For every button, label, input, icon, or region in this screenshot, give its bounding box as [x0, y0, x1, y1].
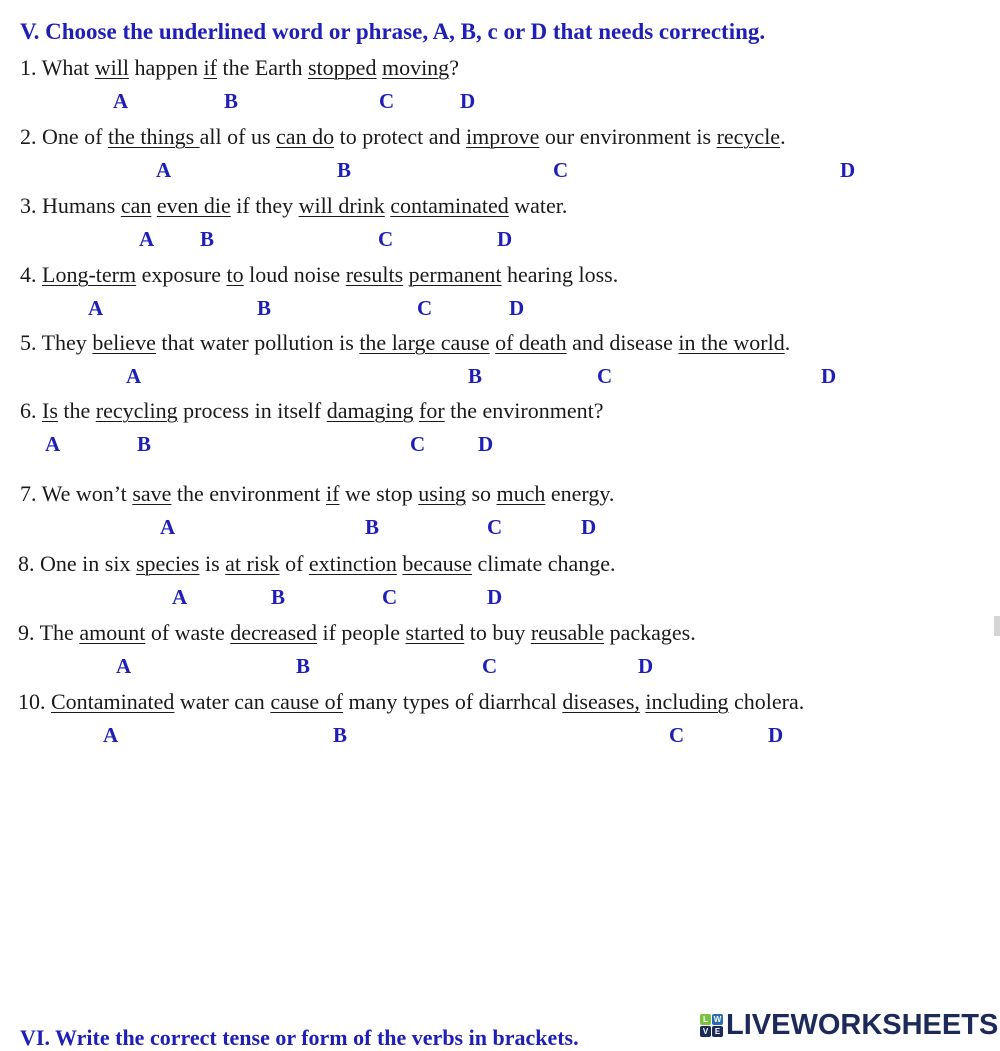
underlined-option[interactable]: results	[345, 262, 404, 287]
sentence-text: the environment	[171, 481, 326, 506]
underlined-option[interactable]: improve	[466, 124, 540, 149]
option-letter-d[interactable]: D	[497, 227, 513, 251]
sentence-text: water can	[174, 689, 271, 714]
underlined-option[interactable]: if	[325, 481, 340, 506]
sentence-text: process in itself	[177, 398, 327, 423]
option-letter-d[interactable]: D	[509, 296, 525, 320]
side-scroll-tab[interactable]	[994, 616, 1000, 636]
question-sentence	[20, 124, 786, 150]
option-letter-b[interactable]: B	[257, 296, 272, 320]
underlined-option[interactable]: recycle	[716, 124, 781, 149]
liveworksheets-logo[interactable]	[700, 1008, 998, 1042]
option-letter-b[interactable]: B	[468, 364, 483, 388]
question-sentence	[20, 55, 459, 81]
sentence-text: 1. What	[20, 55, 95, 80]
underlined-option[interactable]: the things	[107, 124, 200, 149]
option-letter-b[interactable]: B	[296, 654, 311, 678]
sentence-text: ?	[449, 55, 459, 80]
sentence-text: of	[279, 551, 309, 576]
question-sentence	[18, 551, 616, 577]
underlined-option[interactable]: will drink	[298, 193, 385, 218]
option-letter-b[interactable]: B	[224, 89, 239, 113]
sentence-text: 7. We won’t	[20, 481, 133, 506]
underlined-option[interactable]: contaminated	[390, 193, 509, 218]
sentence-text: energy.	[545, 481, 615, 506]
option-letter-c[interactable]: C	[482, 654, 498, 678]
option-letter-b[interactable]: B	[365, 515, 380, 539]
option-letter-c[interactable]: C	[597, 364, 613, 388]
option-letter-c[interactable]: C	[487, 515, 503, 539]
underlined-option[interactable]: can do	[276, 124, 335, 149]
sentence-text: 9. The	[18, 620, 80, 645]
sentence-text: 4.	[20, 262, 42, 287]
underlined-option[interactable]: decreased	[230, 620, 317, 645]
option-letter-d[interactable]: D	[487, 585, 503, 609]
option-letter-b[interactable]: B	[137, 432, 152, 456]
underlined-option[interactable]: if	[203, 55, 217, 80]
sentence-text: happen	[128, 55, 204, 80]
underlined-option[interactable]: will	[94, 55, 129, 80]
logo-text: LIVEWORKSHEETS	[726, 1008, 999, 1041]
sentence-text: our environment is	[539, 124, 717, 149]
option-letter-a[interactable]: A	[156, 158, 172, 182]
option-letter-c[interactable]: C	[669, 723, 685, 747]
option-letter-c[interactable]: C	[379, 89, 395, 113]
logo-icon-cell: L	[700, 1014, 711, 1025]
option-letter-b[interactable]: B	[200, 227, 215, 251]
logo-icon-cell: W	[713, 1014, 722, 1024]
underlined-option[interactable]: amount	[79, 620, 146, 645]
sentence-text: hearing loss.	[501, 262, 619, 287]
option-letter-d[interactable]: D	[581, 515, 597, 539]
sentence-text: to buy	[464, 620, 531, 645]
option-letter-b[interactable]: B	[271, 585, 286, 609]
option-letter-a[interactable]: A	[113, 89, 129, 113]
sentence-text: water.	[508, 193, 568, 218]
logo-icon-cell: V	[700, 1026, 711, 1037]
sentence-text: if people	[316, 620, 406, 645]
underlined-option[interactable]: much	[496, 481, 546, 506]
underlined-option[interactable]: Contaminated	[51, 689, 175, 714]
underlined-option[interactable]: even die	[156, 193, 231, 218]
underlined-option[interactable]: in the world	[678, 330, 785, 355]
option-letter-a[interactable]: A	[45, 432, 61, 456]
underlined-option[interactable]: including	[645, 689, 729, 714]
sentence-text: cholera.	[728, 689, 805, 714]
sentence-text: so	[465, 481, 497, 506]
option-letter-a[interactable]: A	[88, 296, 104, 320]
sentence-text: that water pollution is	[155, 330, 360, 355]
underlined-option[interactable]: the large cause	[359, 330, 490, 355]
sentence-text: 8. One in six	[18, 551, 136, 576]
underlined-option[interactable]: at risk	[225, 551, 280, 576]
underlined-option[interactable]: of death	[495, 330, 567, 355]
option-letter-d[interactable]: D	[840, 158, 856, 182]
option-letter-c[interactable]: C	[553, 158, 569, 182]
underlined-option[interactable]: stopped	[308, 55, 377, 80]
underlined-option[interactable]: recycling	[95, 398, 178, 423]
option-letter-d[interactable]: D	[821, 364, 837, 388]
question-sentence	[18, 620, 696, 646]
underlined-option[interactable]: for	[419, 398, 445, 423]
underlined-option[interactable]: Is	[42, 398, 58, 423]
underlined-option[interactable]: reusable	[530, 620, 605, 645]
option-letter-d[interactable]: D	[478, 432, 494, 456]
question-sentence	[18, 689, 804, 715]
sentence-text: of waste	[145, 620, 231, 645]
next-section-heading: VI. Write the correct tense or form of the verbs in brackets.	[20, 1025, 579, 1050]
sentence-text: 3. Humans	[20, 193, 121, 218]
option-letter-a[interactable]: A	[139, 227, 155, 251]
sentence-text: 5. They	[20, 330, 93, 355]
sentence-text: exposure	[136, 262, 227, 287]
sentence-text: to protect and	[334, 124, 467, 149]
page-heading: V. Choose the underlined word or phrase, A, B, c or D that needs correcting.	[20, 19, 766, 44]
option-letter-d[interactable]: D	[638, 654, 654, 678]
option-letter-b[interactable]: B	[337, 158, 352, 182]
question-sentence	[20, 481, 614, 507]
option-letter-b[interactable]: B	[333, 723, 348, 747]
sentence-text: we stop	[339, 481, 419, 506]
option-letter-a[interactable]: A	[103, 723, 119, 747]
underlined-option[interactable]: started	[405, 620, 465, 645]
underlined-option[interactable]: cause of	[270, 689, 343, 714]
sentence-text: all of us	[199, 124, 277, 149]
liveworksheets-logo-icon	[700, 1014, 723, 1037]
sentence-text: 2. One of	[20, 124, 108, 149]
logo-icon-cell: E	[712, 1026, 723, 1037]
sentence-text: and disease	[566, 330, 679, 355]
option-letter-c[interactable]: C	[410, 432, 426, 456]
underlined-option[interactable]: permanent	[408, 262, 502, 287]
underlined-option[interactable]: believe	[92, 330, 156, 355]
option-letter-c[interactable]: C	[378, 227, 394, 251]
option-letter-a[interactable]: A	[172, 585, 188, 609]
sentence-text: the Earth	[216, 55, 308, 80]
underlined-option[interactable]: using	[418, 481, 466, 506]
option-letter-a[interactable]: A	[116, 654, 132, 678]
underlined-option[interactable]: diseases,	[562, 689, 640, 714]
underlined-option[interactable]: to	[226, 262, 244, 287]
sentence-text: many types of diarrhcal	[343, 689, 563, 714]
sentence-text: is	[199, 551, 226, 576]
option-letter-c[interactable]: C	[382, 585, 398, 609]
question-sentence	[20, 193, 567, 219]
question-sentence	[20, 262, 618, 288]
sentence-text: packages.	[604, 620, 696, 645]
option-letter-a[interactable]: A	[160, 515, 176, 539]
option-letter-a[interactable]: A	[126, 364, 142, 388]
underlined-option[interactable]: extinction	[308, 551, 397, 576]
option-letter-d[interactable]: D	[768, 723, 784, 747]
option-letter-d[interactable]: D	[460, 89, 476, 113]
underlined-option[interactable]: Long-term	[42, 262, 137, 287]
option-letter-c[interactable]: C	[417, 296, 433, 320]
sentence-text: 10.	[18, 689, 51, 714]
sentence-text: the environment?	[444, 398, 604, 423]
underlined-option[interactable]: can	[120, 193, 152, 218]
sentence-text: loud noise	[243, 262, 346, 287]
underlined-option[interactable]: species	[135, 551, 200, 576]
underlined-option[interactable]: because	[402, 551, 472, 576]
underlined-option[interactable]: moving	[381, 55, 450, 80]
question-sentence	[20, 398, 604, 424]
underlined-option[interactable]: damaging	[326, 398, 414, 423]
sentence-text: 6.	[20, 398, 42, 423]
sentence-text: if they	[230, 193, 299, 218]
sentence-text: .	[784, 330, 791, 355]
sentence-text: .	[780, 124, 786, 149]
sentence-text: climate change.	[472, 551, 616, 576]
sentence-text: the	[57, 398, 96, 423]
underlined-option[interactable]: save	[132, 481, 172, 506]
question-sentence	[20, 330, 790, 356]
